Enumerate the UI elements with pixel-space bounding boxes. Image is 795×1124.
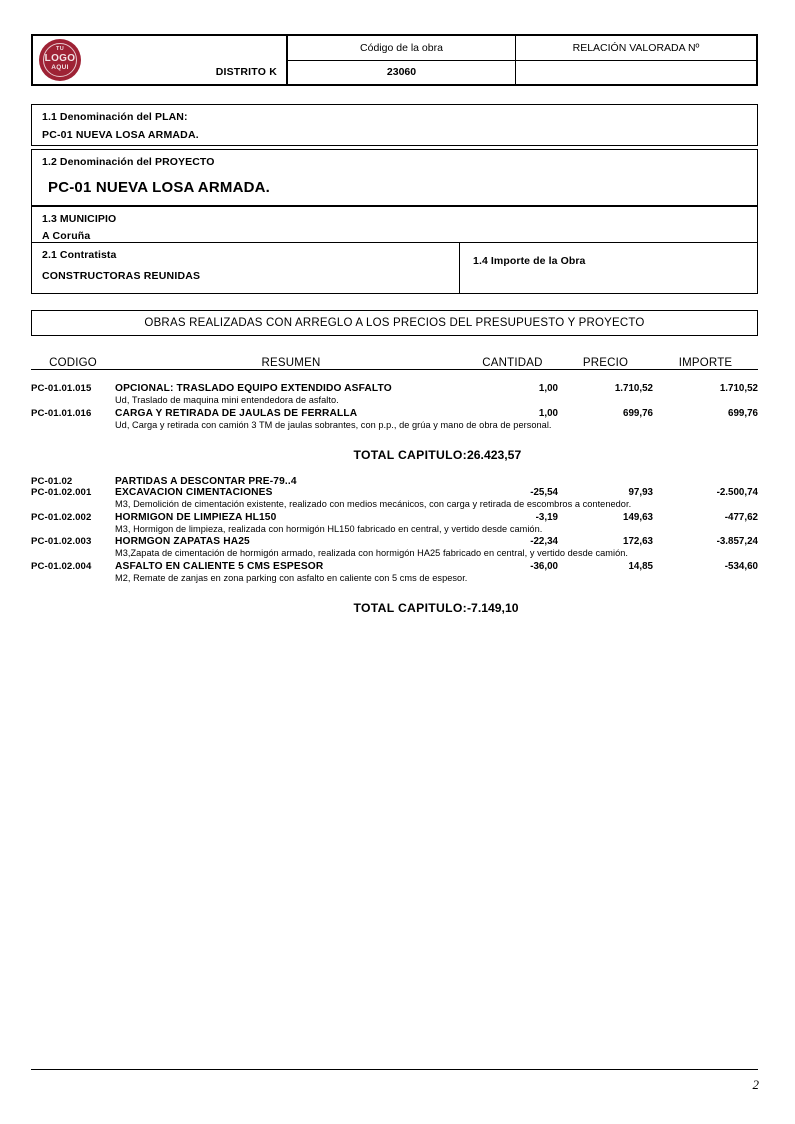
header-right-section (288, 36, 756, 84)
section-gap (31, 462, 758, 469)
company-logo (39, 39, 81, 81)
info-box-proyecto (31, 149, 758, 206)
table-row (31, 408, 758, 419)
municipio-value: A Coruña (42, 230, 91, 242)
relacion-valorada-value (516, 61, 756, 85)
table-row-description (31, 547, 758, 561)
row-descripcion: M3, Demolición de cimentación existente, realizado con medios mecánicos, con carga y retirada de escombros a contenedor. (115, 499, 632, 509)
row-cantidad: -3,19 (535, 511, 558, 523)
empty-cell (31, 572, 115, 586)
row-titulo: ASFALTO EN CALIENTE 5 CMS ESPESOR (115, 560, 324, 572)
spacer-cell (653, 469, 758, 476)
total-label: TOTAL CAPITULO: (353, 448, 467, 462)
table-row-description (31, 523, 758, 537)
column-header-importe: IMPORTE (653, 357, 758, 370)
codigo-obra-value: 23060 (288, 61, 516, 85)
spacer-cell (115, 462, 467, 469)
chapter-importe (653, 476, 758, 487)
proyecto-value: PC-01 NUEVA LOSA ARMADA. (48, 179, 271, 196)
row-cantidad: -36,00 (530, 560, 558, 572)
row-titulo: OPCIONAL: TRASLADO EQUIPO EXTENDIDO ASFALTO (115, 383, 392, 394)
row-importe: 1.710,52 (719, 383, 758, 394)
row-codigo: PC-01.02.001 (31, 487, 92, 498)
row-precio: 1.710,52 (614, 383, 653, 394)
row-precio: 14,85 (628, 560, 653, 572)
empty-cell (31, 547, 115, 561)
column-header-precio: PRECIO (558, 357, 653, 370)
row-codigo: PC-01.02.002 (31, 511, 92, 523)
empty-cell (31, 585, 115, 615)
row-cantidad: 1,00 (538, 407, 558, 419)
row-descripcion: Ud, Carga y retirada con camión 3 TM de jaulas sobrantes, con p.p., de grúa y mano de obra de personal. (115, 419, 552, 430)
logo-line-2: LOGO (44, 53, 76, 64)
contratista-label: 2.1 Contratista (42, 249, 117, 261)
spacer-cell (31, 462, 115, 469)
section-gap (31, 469, 758, 476)
row-titulo: EXCAVACION CIMENTACIONES (115, 487, 273, 498)
total-capitulo-row-1 (31, 432, 758, 462)
total-label: TOTAL CAPITULO: (353, 601, 467, 615)
spacer-cell (467, 370, 558, 384)
table-row (31, 561, 758, 572)
row-codigo: PC-01.01.015 (31, 383, 92, 394)
chapter-codigo: PC-01.02 (31, 476, 73, 487)
table-row-description (31, 572, 758, 586)
contratista-cell (32, 243, 460, 293)
proyecto-label: 1.2 Denominación del PROYECTO (42, 156, 215, 168)
spacer-cell (558, 469, 653, 476)
spacer-cell (653, 462, 758, 469)
spacer-cell (115, 370, 467, 384)
info-box-contratista-importe (31, 242, 758, 294)
row-importe: 699,76 (728, 407, 758, 419)
header-spacer (31, 370, 758, 384)
row-importe: -477,62 (724, 511, 758, 523)
page-number: 2 (752, 1077, 759, 1092)
spacer-cell (653, 370, 758, 384)
table-row-description (31, 394, 758, 408)
info-box-plan (31, 104, 758, 146)
row-cantidad: -25,54 (530, 487, 558, 498)
row-titulo: HORMGON ZAPATAS HA25 (115, 536, 250, 547)
logo-line-3: AQUI (51, 64, 69, 71)
row-codigo: PC-01.02.004 (31, 560, 92, 572)
info-box-municipio (31, 206, 758, 243)
header-left-cell (33, 36, 288, 84)
header-table (31, 34, 758, 86)
logo-circle-shape (39, 39, 81, 81)
chapter-heading-row (31, 476, 758, 487)
column-header-cantidad: CANTIDAD (467, 357, 558, 370)
codigo-obra-label: Código de la obra (288, 36, 516, 60)
row-descripcion: Ud, Traslado de maquina mini entendedora de asfalto. (115, 395, 339, 405)
municipio-label: 1.3 MUNICIPIO (42, 213, 117, 225)
row-precio: 97,93 (628, 487, 653, 498)
table-row (31, 536, 758, 547)
row-titulo: HORMIGON DE LIMPIEZA HL150 (115, 511, 277, 523)
table-row (31, 487, 758, 498)
table-row (31, 512, 758, 523)
empty-cell (31, 523, 115, 537)
empty-cell (31, 419, 115, 433)
row-precio: 172,63 (623, 536, 653, 547)
district-label: DISTRITO K (215, 66, 277, 78)
budget-table (31, 357, 758, 615)
column-header-codigo: CODIGO (31, 357, 115, 370)
plan-value: PC-01 NUEVA LOSA ARMADA. (42, 129, 199, 141)
table-header-row (31, 357, 758, 370)
importe-obra-label: 1.4 Importe de la Obra (473, 255, 586, 267)
row-importe: -534,60 (724, 560, 758, 572)
row-descripcion: M3,Zapata de cimentación de hormigón armado, realizada con hormigón HA25 fabricado en central, y vertido desde camión. (115, 548, 629, 558)
total-value: -7.149,10 (467, 601, 519, 615)
empty-cell (31, 498, 115, 512)
contratista-value: CONSTRUCTORAS REUNIDAS (42, 270, 201, 282)
row-importe: -2.500,74 (716, 487, 758, 498)
chapter-titulo: PARTIDAS A DESCONTAR PRE-79..4 (115, 476, 297, 487)
chapter-cantidad (467, 476, 558, 487)
plan-label: 1.1 Denominación del PLAN: (42, 111, 188, 123)
row-importe: -3.857,24 (716, 536, 758, 547)
table-row (31, 383, 758, 394)
row-codigo: PC-01.02.003 (31, 536, 92, 547)
row-codigo: PC-01.01.016 (31, 407, 92, 419)
row-cantidad: 1,00 (538, 383, 558, 394)
chapter-precio (558, 476, 653, 487)
spacer-cell (558, 462, 653, 469)
row-cantidad: -22,34 (530, 536, 558, 547)
spacer-cell (467, 462, 558, 469)
row-precio: 699,76 (623, 407, 653, 419)
empty-cell (31, 432, 115, 462)
header-values-row (288, 61, 756, 85)
column-header-resumen: RESUMEN (115, 357, 467, 370)
row-precio: 149,63 (623, 511, 653, 523)
table-row-description (31, 419, 758, 433)
spacer-cell (558, 370, 653, 384)
total-capitulo-row-2 (31, 585, 758, 615)
spacer-cell (115, 469, 467, 476)
total-value: 26.423,57 (467, 448, 522, 462)
table-row-description (31, 498, 758, 512)
row-descripcion: M2, Remate de zanjas en zona parking con asfalto en caliente con 5 cms de espesor. (115, 572, 468, 583)
logo-line-1: TU (56, 46, 64, 52)
spacer-cell (467, 469, 558, 476)
header-labels-row (288, 36, 756, 61)
importe-obra-cell (460, 243, 757, 293)
works-banner: OBRAS REALIZADAS CON ARREGLO A LOS PRECIOS DEL PRESUPUESTO Y PROYECTO (31, 310, 758, 336)
row-titulo: CARGA Y RETIRADA DE JAULAS DE FERRALLA (115, 407, 358, 419)
relacion-valorada-label: RELACIÓN VALORADA Nº (572, 41, 700, 54)
spacer-cell (31, 370, 115, 384)
spacer-cell (31, 469, 115, 476)
empty-cell (31, 394, 115, 408)
footer-divider (31, 1069, 758, 1070)
row-descripcion: M3, Hormigon de limpieza, realizada con hormigón HL150 fabricado en central, y vertido desde camión. (115, 523, 543, 534)
